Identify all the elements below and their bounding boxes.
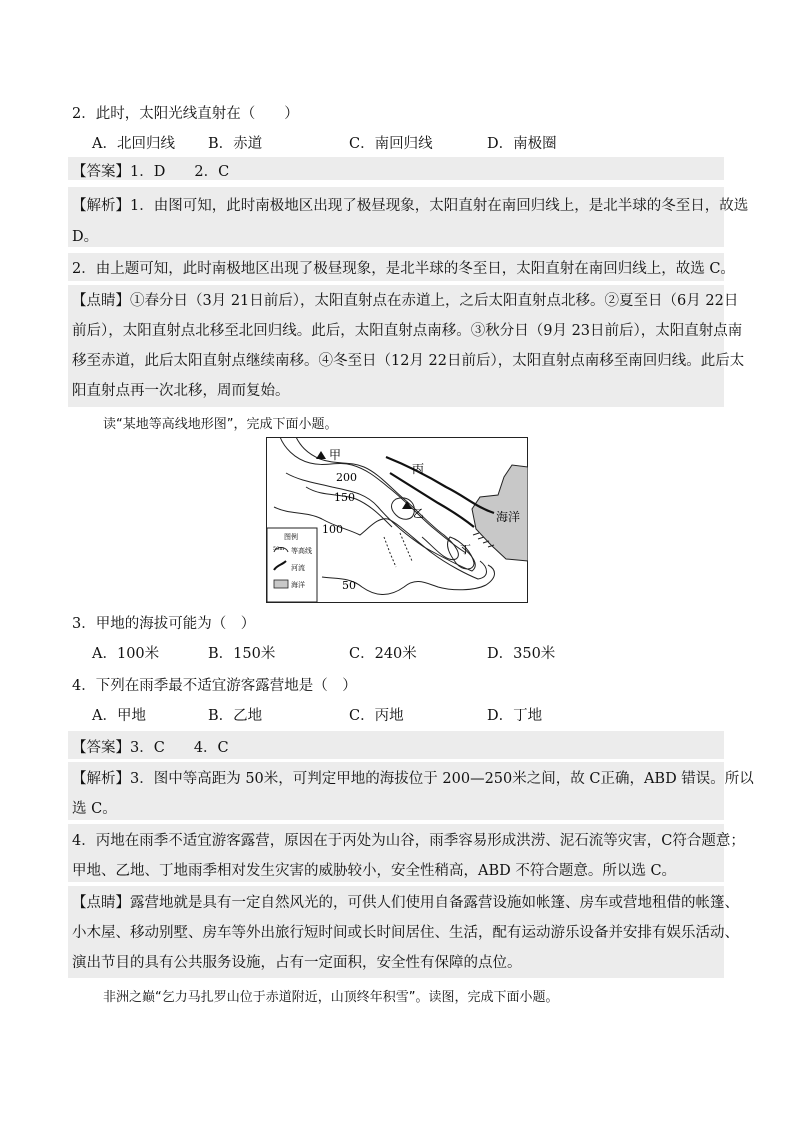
contour-label-200: 200	[336, 471, 357, 484]
q3-option-c[interactable]: C．240米	[349, 646, 417, 662]
tip-1-line-4: 阳直射点再一次北移，周而复始。	[72, 383, 290, 399]
analysis-3-line-2: 选 C。	[72, 801, 117, 817]
q3-option-b[interactable]: B．150米	[208, 646, 276, 662]
map-intro: 读“某地等高线地形图”，完成下面小题。	[103, 417, 338, 432]
analysis-block-4	[68, 824, 745, 882]
legend-title: 图例	[284, 533, 298, 541]
q4-option-c[interactable]: C．丙地	[349, 708, 404, 724]
legend-ocean: 海洋	[291, 581, 305, 589]
answer-2: 【答案】3．C 4．C	[72, 740, 229, 756]
next-intro: 非洲之巅“乞力马扎罗山位于赤道附近，山顶终年积雪”。读图，完成下面小题。	[103, 990, 559, 1005]
tip-2-line-1: 【点睛】露营地就是具有一定自然风光的，可供人们使用自备露营设施如帐篷、房车或营地租借的帐篷、	[72, 895, 739, 911]
contour-label-100: 100	[322, 523, 343, 536]
analysis-2-line: 2．由上题可知，此时南极地区出现了极昼现象，是北半球的冬至日，太阳直射在南回归线上，故选 C。	[72, 261, 735, 277]
tip-2-line-3: 演出节目的具有公共服务设施，占有一定面积，安全性有保障的点位。	[72, 955, 522, 971]
tip-1-line-1: 【点睛】①春分日（3月 21日前后），太阳直射点在赤道上，之后太阳直射点北移。②夏至日（6月 22日	[72, 293, 739, 309]
tip-block-2	[68, 886, 739, 978]
analysis-block-3	[68, 762, 754, 820]
analysis-4-line-2: 甲地、乙地、丁地雨季相对发生灾害的威胁较小，安全性稍高，ABD 不符合题意。所以选 C。	[72, 863, 677, 879]
q2-option-a[interactable]: A．北回归线	[92, 136, 175, 152]
label-bing: 丙	[412, 462, 425, 476]
tip-block-1	[68, 285, 745, 407]
q3-option-d[interactable]: D．350米	[487, 646, 556, 662]
q2-option-b[interactable]: B．赤道	[208, 136, 263, 152]
analysis-1-line-1: 【解析】1．由图可知，此时南极地区出现了极昼现象，太阳直射在南回归线上，是北半球的冬至日，故选	[72, 198, 749, 214]
tip-1-line-2: 前后），太阳直射点北移至北回归线。此后，太阳直射点南移。③秋分日（9月 23日前后），太阳直射点南	[72, 323, 743, 339]
label-ding: 丁	[460, 543, 471, 556]
label-ocean: 海洋	[496, 510, 521, 524]
label-jia: 甲	[329, 448, 342, 462]
q2-option-c[interactable]: C．南回归线	[349, 136, 433, 152]
q4-option-d[interactable]: D．丁地	[487, 708, 543, 724]
tip-1-line-3: 移至赤道，此后太阳直射点继续南移。④冬至日（12月 22日前后），太阳直射点南移至南回归线。此后太	[72, 353, 745, 369]
analysis-3-line-1: 【解析】3．图中等高距为 50米，可判定甲地的海拔位于 200—250米之间，故 C正确，ABD 错误。所以	[72, 771, 754, 787]
label-yi: 乙	[413, 507, 424, 520]
question-2-stem: 2．此时，太阳光线直射在（ ）	[72, 106, 299, 122]
answer-block-2	[68, 731, 724, 759]
analysis-1-line-2: D。	[72, 229, 99, 245]
q4-option-a[interactable]: A．甲地	[92, 708, 146, 724]
contour-label-150: 150	[334, 491, 355, 504]
q3-option-a[interactable]: A．100米	[92, 646, 160, 662]
contour-label-50: 50	[342, 579, 356, 592]
question-3-stem: 3．甲地的海拔可能为（ ）	[72, 616, 256, 632]
q4-option-b[interactable]: B．乙地	[208, 708, 263, 724]
question-4-stem: 4．下列在雨季最不适宜游客露营地是（ ）	[72, 678, 357, 694]
analysis-4-line-1: 4．丙地在雨季不适宜游客露营，原因在于丙处为山谷，雨季容易形成洪涝、泥石流等灾害，C符合题意；	[72, 833, 745, 849]
map-legend	[267, 528, 317, 602]
analysis-block-2	[68, 253, 735, 281]
answer-1: 【答案】1．D 2．C	[72, 164, 230, 180]
legend-contour: 等高线	[291, 547, 312, 555]
tip-2-line-2: 小木屋、移动别墅、房车等外出旅行短时间或长时间居住、生活，配有运动游乐设备并安排有娱乐活动、	[72, 925, 739, 941]
legend-contour-sample: 50m	[273, 546, 285, 552]
answer-block-1	[68, 157, 724, 180]
q2-option-d[interactable]: D．南极圈	[487, 136, 557, 152]
legend-river: 河流	[291, 564, 305, 572]
analysis-block-1	[68, 187, 749, 247]
contour-map	[266, 437, 528, 603]
